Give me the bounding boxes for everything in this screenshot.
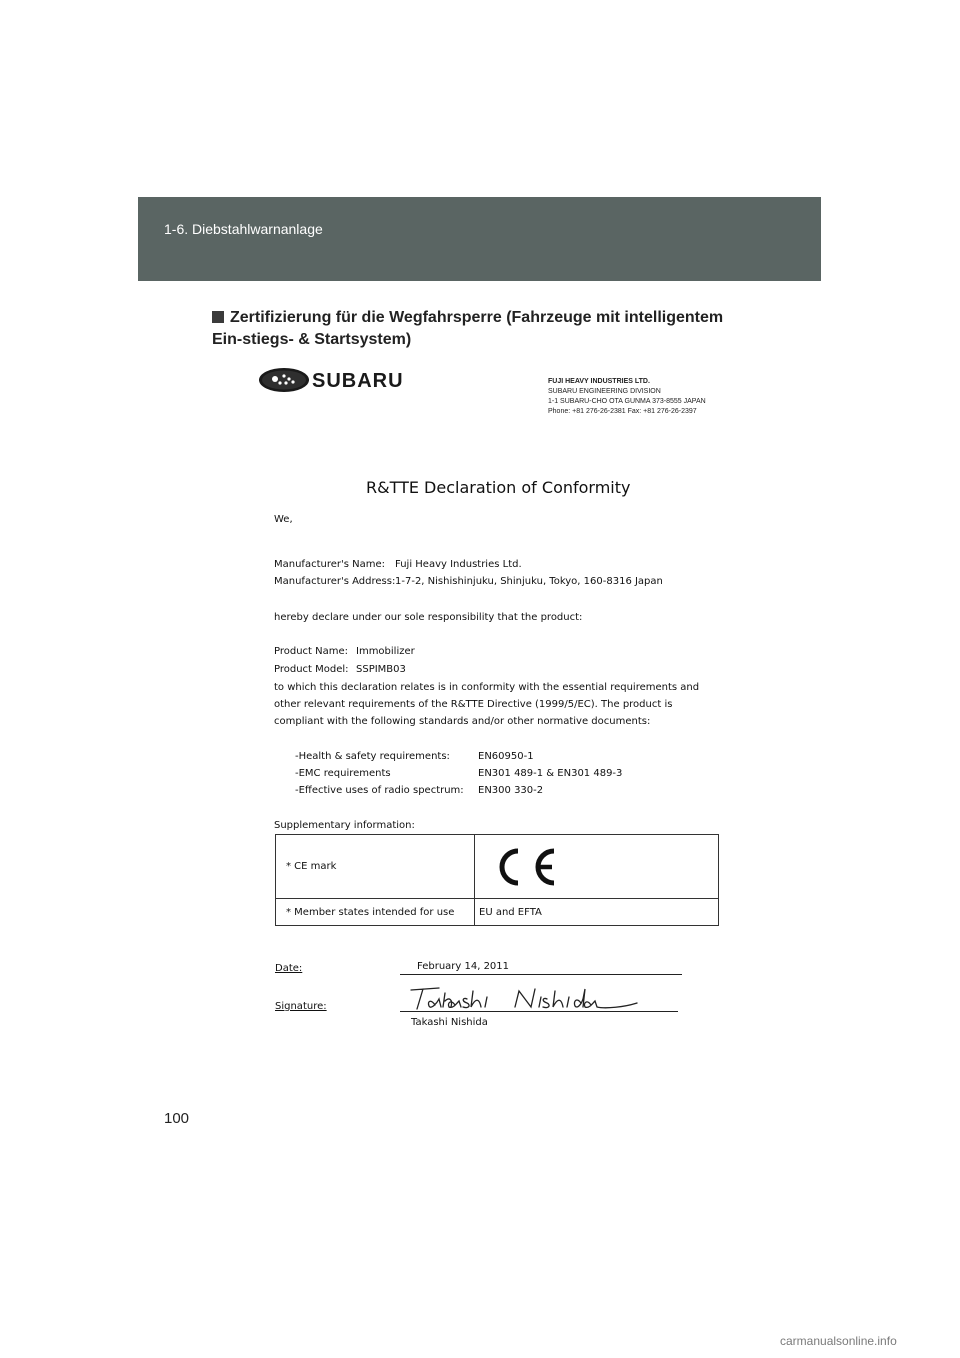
declaration-statement: hereby declare under our sole responsibility that the product:	[274, 612, 583, 623]
conformity-line: compliant with the following standards and/or other normative documents:	[274, 716, 651, 727]
manufacturer-address-value: 1-7-2, Nishishinjuku, Shinjuku, Tokyo, 160-8316 Japan	[395, 576, 663, 587]
product-model-label: Product Model:	[274, 664, 349, 675]
conformity-line: to which this declaration relates is in conformity with the essential requirements and	[274, 682, 700, 693]
heading-text: Zertifizierung für die Wegfahrsperre (Fahrzeuge mit intelligentem Ein-stiegs- & Startsystem)	[212, 309, 724, 348]
ce-mark-label: * CE mark	[286, 861, 337, 872]
member-states-value: EU and EFTA	[479, 907, 542, 918]
company-phone: Phone: +81 276-26-2381 Fax: +81 276-26-2397	[548, 408, 697, 415]
signature-underline	[400, 1011, 678, 1012]
product-name-value: Immobilizer	[356, 646, 415, 657]
standard-label: -Health & safety requirements:	[295, 751, 450, 762]
conformity-line: other relevant requirements of the R&TTE Directive (1999/5/EC). The product is	[274, 699, 673, 710]
member-states-label: * Member states intended for use	[286, 907, 455, 918]
company-name: FUJI HEAVY INDUSTRIES LTD.	[548, 378, 650, 385]
manufacturer-address-label: Manufacturer's Address:	[274, 576, 396, 587]
standard-value: EN301 489-1 & EN301 489-3	[478, 768, 623, 779]
product-model-value: SSPIMB03	[356, 664, 406, 675]
standard-label: -EMC requirements	[295, 768, 391, 779]
signature-label: Signature:	[275, 1001, 327, 1012]
manufacturer-name-label: Manufacturer's Name:	[274, 559, 386, 570]
company-address-block	[548, 377, 706, 417]
watermark: carmanualsonline.info	[780, 1334, 897, 1348]
brand-wordmark: SUBARU	[312, 370, 404, 392]
manufacturer-name-value: Fuji Heavy Industries Ltd.	[395, 559, 522, 570]
we-text: We,	[274, 514, 293, 525]
product-name-label: Product Name:	[274, 646, 349, 657]
company-address: 1-1 SUBARU-CHO OTA GUNMA 373-8555 JAPAN	[548, 398, 706, 405]
section-label: 1-6. Diebstahlwarnanlage	[164, 221, 323, 237]
standard-value: EN60950-1	[478, 751, 534, 762]
standard-label: -Effective uses of radio spectrum:	[295, 785, 464, 796]
handwritten-signature	[405, 985, 641, 1011]
date-label: Date:	[275, 963, 303, 974]
supplementary-label: Supplementary information:	[274, 820, 415, 831]
table-divider	[276, 898, 718, 899]
date-value: February 14, 2011	[417, 961, 510, 972]
document-title: R&TTE Declaration of Conformity	[366, 478, 631, 497]
table-divider	[474, 835, 475, 925]
page-number: 100	[164, 1110, 190, 1127]
ce-mark-icon	[488, 845, 558, 889]
date-underline	[400, 974, 682, 975]
company-division: SUBARU ENGINEERING DIVISION	[548, 388, 661, 395]
signatory-name: Takashi Nishida	[411, 1017, 488, 1028]
standard-value: EN300 330-2	[478, 785, 544, 796]
subaru-logo-icon	[258, 367, 310, 393]
